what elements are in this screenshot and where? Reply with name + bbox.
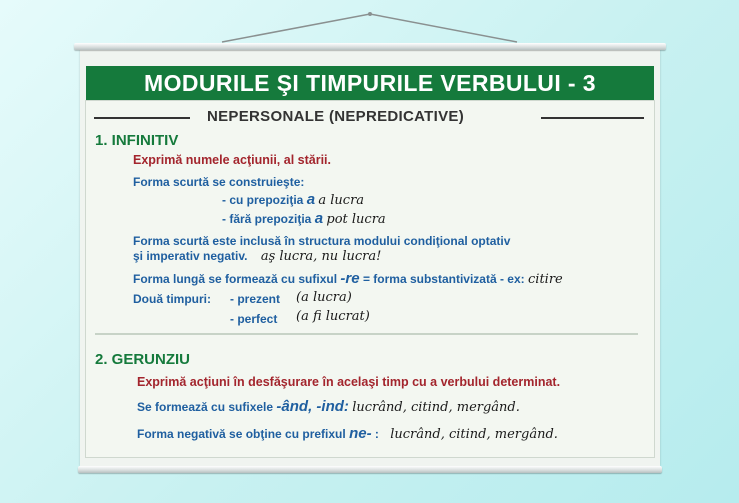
perfect-example: (a fi lucrat) bbox=[296, 309, 370, 324]
negative-line bbox=[137, 425, 558, 442]
section-divider bbox=[95, 333, 638, 335]
suffix-label: Se formează cu sufixele bbox=[137, 400, 274, 414]
long-form-suffix: -re bbox=[340, 270, 360, 287]
subtitle-rule-right bbox=[541, 117, 644, 119]
long-form-line bbox=[133, 270, 563, 287]
infinitiv-heading: 1. INFINITIV bbox=[95, 132, 179, 149]
negative-colon: : bbox=[374, 427, 379, 441]
present-label: - prezent bbox=[230, 292, 281, 306]
with-prep-example: a lucra bbox=[318, 193, 365, 208]
present-example: (a lucra) bbox=[296, 290, 352, 305]
gerunziu-definition: Exprimă acţiuni în desfăşurare în acelaşi timp cu a verbului determinat. bbox=[137, 375, 561, 389]
without-prep-label: - fără prepoziţia bbox=[222, 212, 312, 226]
perfect-label: - perfect bbox=[230, 312, 278, 326]
suffixes: -ând, -ind: bbox=[276, 398, 349, 415]
conditional-line-2 bbox=[133, 249, 381, 264]
without-prep-a: a bbox=[314, 210, 324, 227]
long-form-example: citire bbox=[528, 272, 563, 287]
suffix-line bbox=[137, 398, 520, 415]
negative-label: Forma negativă se obţine cu prefixul bbox=[137, 427, 346, 441]
with-prep-line bbox=[222, 191, 364, 208]
short-form-text: Forma scurtă se construieşte: bbox=[133, 175, 305, 189]
with-prep-a: a bbox=[306, 191, 316, 208]
long-form-prefix: Forma lungă se formează cu sufixul bbox=[133, 272, 338, 286]
infinitiv-definition: Exprimă numele acţiunii, al stării. bbox=[133, 153, 331, 167]
gerunziu-heading: 2. GERUNZIU bbox=[95, 351, 191, 368]
conditional-example: aş lucra, nu lucra! bbox=[260, 249, 382, 264]
conditional-line-2-text: şi imperativ negativ. bbox=[133, 249, 248, 263]
subtitle-rule-left bbox=[94, 117, 190, 119]
with-prep-label: - cu prepoziţia bbox=[222, 193, 304, 207]
conditional-line-1: Forma scurtă este inclusă în structura modului condiţional optativ bbox=[133, 234, 511, 248]
negative-example: lucrând, citind, mergând. bbox=[390, 427, 558, 442]
subtitle: NEPERSONALE (NEPREDICATIVE) bbox=[207, 108, 465, 125]
top-rod bbox=[74, 43, 666, 50]
tenses-label: Două timpuri: bbox=[133, 292, 211, 306]
without-prep-line bbox=[222, 210, 386, 227]
negative-prefix: ne- bbox=[349, 425, 372, 442]
long-form-rest: = forma substantivizată - ex: bbox=[362, 272, 525, 286]
without-prep-example: pot lucra bbox=[326, 212, 386, 227]
bottom-rod bbox=[78, 466, 662, 473]
page-title: MODURILE ŞI TIMPURILE VERBULUI - 3 bbox=[144, 70, 596, 96]
suffix-example: lucrând, citind, mergând. bbox=[352, 400, 520, 415]
